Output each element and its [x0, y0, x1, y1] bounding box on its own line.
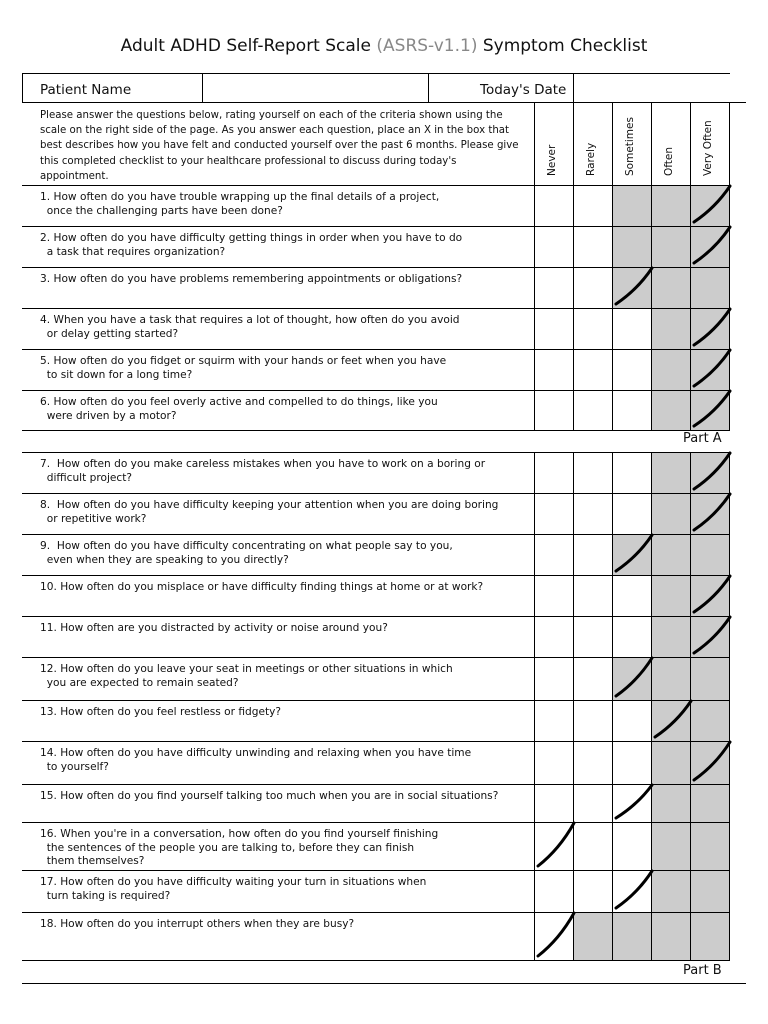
answer-cell-sometimes[interactable]	[613, 227, 651, 267]
answer-cell-never[interactable]	[535, 453, 573, 493]
answer-cell-sometimes[interactable]	[613, 186, 651, 226]
question-text	[40, 918, 354, 932]
question-body: How often do you have difficulty waiting your turn in situations when turn taking is required?	[46, 876, 427, 902]
column-divider	[573, 185, 574, 430]
question-text	[40, 355, 446, 382]
todays-date-field[interactable]	[574, 75, 729, 102]
answer-cell-sometimes[interactable]	[613, 576, 651, 616]
answer-cell-rarely[interactable]	[574, 494, 612, 534]
patient-name-field[interactable]	[203, 75, 428, 102]
answer-cell-often[interactable]	[652, 535, 690, 575]
answer-cell-rarely[interactable]	[574, 658, 612, 700]
answer-cell-often[interactable]	[652, 785, 690, 822]
answer-cell-sometimes[interactable]	[613, 701, 651, 741]
column-divider	[690, 102, 691, 185]
question-body: How often do you make careless mistakes when you have to work on a boring or difficult project?	[46, 458, 486, 484]
answer-cell-often[interactable]	[652, 350, 690, 390]
answer-cell-never[interactable]	[535, 785, 573, 822]
question-body: How often do you have difficulty concentrating on what people say to you, even when they are speaking to you directly?	[46, 540, 453, 566]
answer-cell-often[interactable]	[652, 913, 690, 960]
question-body: How often do you feel restless or fidgety?	[60, 706, 282, 718]
answer-cell-very-often[interactable]	[691, 658, 729, 700]
column-divider	[690, 452, 691, 960]
answer-cell-very-often[interactable]	[691, 227, 729, 267]
answer-cell-very-often[interactable]	[691, 617, 729, 657]
patient-name-label: Patient Name	[40, 82, 132, 98]
answer-cell-often[interactable]	[652, 186, 690, 226]
answer-cell-never[interactable]	[535, 742, 573, 784]
answer-cell-sometimes[interactable]	[613, 913, 651, 960]
answer-cell-rarely[interactable]	[574, 617, 612, 657]
question-number: 2.	[40, 232, 54, 244]
answer-cell-often[interactable]	[652, 871, 690, 912]
field-divider	[428, 73, 429, 102]
column-divider	[612, 102, 613, 185]
question-body: How often do you misplace or have difficulty finding things at home or at work?	[60, 581, 484, 593]
answer-cell-very-often[interactable]	[691, 391, 729, 430]
answer-cell-sometimes[interactable]	[613, 617, 651, 657]
question-number: 10.	[40, 581, 61, 593]
question-text	[40, 706, 281, 720]
question-number: 12.	[40, 663, 61, 675]
answer-cell-never[interactable]	[535, 701, 573, 741]
column-divider	[534, 185, 535, 430]
question-text	[40, 273, 462, 287]
column-divider	[729, 185, 730, 430]
instructions-text: Please answer the questions below, rating yourself on each of the criteria shown using the scale on the right side of the page. As you answer each question, place an X in the box that best describes how you have felt and conducted yourself over the past 6 months. Please give this completed checklist to your healthcare professional to discuss during today's appointment.	[40, 110, 519, 182]
answer-cell-never[interactable]	[535, 494, 573, 534]
title-prefix: Adult ADHD Self-Report Scale	[120, 36, 377, 56]
question-text	[40, 663, 453, 690]
question-body: How often do you have trouble wrapping up the final details of a project, once the challenging parts have been done?	[46, 191, 440, 217]
answer-cell-very-often[interactable]	[691, 823, 729, 870]
column-divider	[651, 452, 652, 960]
answer-cell-never[interactable]	[535, 186, 573, 226]
question-text	[40, 540, 453, 567]
answer-cell-very-often[interactable]	[691, 309, 729, 349]
answer-cell-never[interactable]	[535, 350, 573, 390]
question-text	[40, 876, 426, 903]
question-body: How often are you distracted by activity or noise around you?	[60, 622, 388, 634]
answer-cell-very-often[interactable]	[691, 535, 729, 575]
answer-cell-rarely[interactable]	[574, 823, 612, 870]
question-text	[40, 581, 483, 595]
question-text	[40, 747, 471, 774]
column-divider	[573, 452, 574, 960]
answer-cell-sometimes[interactable]	[613, 823, 651, 870]
answer-cell-sometimes[interactable]	[613, 785, 651, 822]
column-divider	[534, 452, 535, 960]
column-divider	[690, 185, 691, 430]
title-suffix: Symptom Checklist	[477, 36, 648, 56]
answer-cell-never[interactable]	[535, 309, 573, 349]
question-body: How often do you fidget or squirm with your hands or feet when you have to sit down for a long time?	[46, 355, 447, 381]
question-number: 13.	[40, 706, 61, 718]
answer-cell-very-often[interactable]	[691, 494, 729, 534]
scale-header-sometimes: Sometimes	[624, 117, 636, 176]
question-body: How often do you interrupt others when they are busy?	[60, 918, 355, 930]
answer-cell-never[interactable]	[535, 913, 573, 960]
answer-cell-never[interactable]	[535, 871, 573, 912]
answer-cell-never[interactable]	[535, 268, 573, 308]
answer-cell-sometimes[interactable]	[613, 535, 651, 575]
question-number: 18.	[40, 918, 61, 930]
answer-cell-often[interactable]	[652, 617, 690, 657]
answer-cell-very-often[interactable]	[691, 785, 729, 822]
answer-cell-often[interactable]	[652, 701, 690, 741]
page-title	[0, 36, 768, 56]
page-bottom-line	[22, 983, 746, 984]
question-text	[40, 458, 485, 485]
answer-cell-rarely[interactable]	[574, 186, 612, 226]
question-number: 17.	[40, 876, 61, 888]
question-number: 9.	[40, 540, 54, 552]
scale-header-never: Never	[546, 144, 558, 176]
field-divider	[573, 73, 574, 102]
answer-cell-rarely[interactable]	[574, 309, 612, 349]
question-text	[40, 314, 460, 341]
answer-cell-sometimes[interactable]	[613, 453, 651, 493]
answer-cell-rarely[interactable]	[574, 742, 612, 784]
answer-cell-often[interactable]	[652, 494, 690, 534]
column-divider	[612, 185, 613, 430]
answer-cell-very-often[interactable]	[691, 453, 729, 493]
answer-cell-rarely[interactable]	[574, 350, 612, 390]
question-number: 6.	[40, 396, 54, 408]
title-code: (ASRS-v1.1)	[376, 36, 478, 56]
question-text	[40, 232, 462, 259]
row-divider	[22, 430, 730, 431]
column-divider	[651, 102, 652, 185]
header-top-line	[22, 73, 730, 74]
answer-cell-very-often[interactable]	[691, 913, 729, 960]
question-text	[40, 499, 498, 526]
part-a-label: Part A	[683, 431, 722, 446]
question-body: How often do you have problems remembering appointments or obligations?	[53, 273, 463, 285]
answer-cell-rarely[interactable]	[574, 391, 612, 430]
answer-cell-rarely[interactable]	[574, 913, 612, 960]
row-divider	[22, 960, 730, 961]
column-divider	[534, 102, 535, 185]
question-number: 5.	[40, 355, 54, 367]
answer-cell-very-often[interactable]	[691, 742, 729, 784]
answer-cell-rarely[interactable]	[574, 227, 612, 267]
answer-cell-often[interactable]	[652, 823, 690, 870]
column-divider	[729, 452, 730, 960]
question-body: How often do you have difficulty keeping your attention when you are doing boring or repetitive work?	[46, 499, 499, 525]
part-b-label: Part B	[683, 963, 722, 978]
answer-cell-rarely[interactable]	[574, 453, 612, 493]
header-left-border	[22, 73, 23, 102]
answer-cell-sometimes[interactable]	[613, 309, 651, 349]
answer-cell-never[interactable]	[535, 823, 573, 870]
question-number: 14.	[40, 747, 61, 759]
answer-cell-rarely[interactable]	[574, 268, 612, 308]
answer-cell-often[interactable]	[652, 453, 690, 493]
question-body: How often do you feel overly active and compelled to do things, like you were driven by a motor?	[46, 396, 438, 422]
answer-cell-rarely[interactable]	[574, 535, 612, 575]
header-bottom-line	[22, 102, 746, 103]
question-body: How often do you leave your seat in meetings or other situations in which you are expected to remain seated?	[46, 663, 453, 689]
question-body: How often do you have difficulty getting things in order when you have to do a task that requires organization?	[46, 232, 463, 258]
answer-cell-often[interactable]	[652, 309, 690, 349]
answer-cell-never[interactable]	[535, 391, 573, 430]
column-divider	[573, 102, 574, 185]
question-body: How often do you find yourself talking too much when you are in social situations?	[60, 790, 499, 802]
answer-cell-very-often[interactable]	[691, 268, 729, 308]
answer-cell-sometimes[interactable]	[613, 494, 651, 534]
answer-cell-often[interactable]	[652, 742, 690, 784]
question-body: How often do you have difficulty unwinding and relaxing when you have time to yourself?	[46, 747, 472, 773]
todays-date-label: Today's Date	[480, 82, 567, 98]
answer-cell-rarely[interactable]	[574, 576, 612, 616]
answer-cell-rarely[interactable]	[574, 785, 612, 822]
question-text	[40, 828, 438, 869]
question-number: 15.	[40, 790, 61, 802]
question-number: 4.	[40, 314, 54, 326]
question-number: 16.	[40, 828, 61, 840]
question-text	[40, 396, 438, 423]
question-number: 11.	[40, 622, 61, 634]
answer-cell-sometimes[interactable]	[613, 658, 651, 700]
question-text	[40, 622, 388, 636]
answer-cell-never[interactable]	[535, 227, 573, 267]
answer-cell-often[interactable]	[652, 268, 690, 308]
answer-cell-never[interactable]	[535, 535, 573, 575]
answer-cell-often[interactable]	[652, 576, 690, 616]
question-number: 1.	[40, 191, 54, 203]
answer-cell-often[interactable]	[652, 658, 690, 700]
question-body: When you have a task that requires a lot of thought, how often do you avoid or delay getting started?	[46, 314, 460, 340]
scale-header-often: Often	[663, 146, 675, 176]
answer-cell-sometimes[interactable]	[613, 350, 651, 390]
column-divider	[729, 102, 730, 185]
answer-cell-often[interactable]	[652, 391, 690, 430]
scale-header-very-often: Very Often	[702, 120, 714, 176]
answer-cell-sometimes[interactable]	[613, 391, 651, 430]
answer-cell-very-often[interactable]	[691, 186, 729, 226]
scale-header-rarely: Rarely	[585, 142, 597, 176]
answer-cell-sometimes[interactable]	[613, 871, 651, 912]
answer-cell-very-often[interactable]	[691, 576, 729, 616]
question-body: When you're in a conversation, how often do you find yourself finishing the sentences of the people you are talking to, before they can finish them themselves?	[46, 828, 439, 867]
question-number: 3.	[40, 273, 54, 285]
answer-cell-very-often[interactable]	[691, 350, 729, 390]
question-number: 8.	[40, 499, 54, 511]
answer-cell-sometimes[interactable]	[613, 268, 651, 308]
question-text	[40, 790, 498, 804]
answer-cell-never[interactable]	[535, 617, 573, 657]
answer-cell-often[interactable]	[652, 227, 690, 267]
answer-cell-rarely[interactable]	[574, 701, 612, 741]
answer-cell-very-often[interactable]	[691, 871, 729, 912]
question-text	[40, 191, 439, 218]
column-divider	[612, 452, 613, 960]
field-divider	[202, 73, 203, 102]
answer-cell-very-often[interactable]	[691, 701, 729, 741]
answer-cell-never[interactable]	[535, 576, 573, 616]
answer-cell-rarely[interactable]	[574, 871, 612, 912]
answer-cell-sometimes[interactable]	[613, 742, 651, 784]
question-number: 7.	[40, 458, 54, 470]
answer-cell-never[interactable]	[535, 658, 573, 700]
column-divider	[651, 185, 652, 430]
